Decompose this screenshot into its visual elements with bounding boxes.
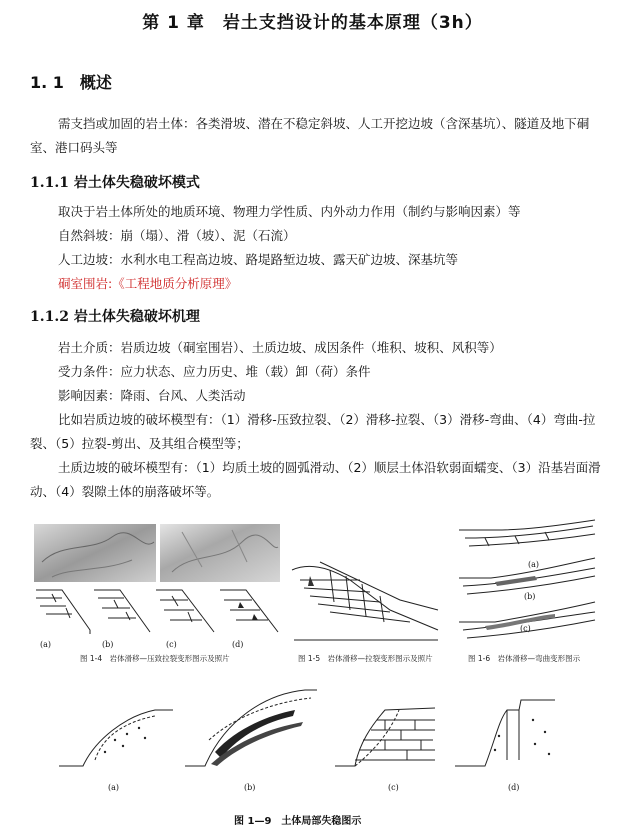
fig-1-4-label-b: (b) bbox=[102, 640, 114, 649]
diagram-1-6-a bbox=[459, 520, 595, 546]
fig-1-4-label-a: (a) bbox=[40, 640, 52, 649]
diagram-c bbox=[156, 590, 214, 632]
fig-1-4-label-c: (c) bbox=[166, 640, 177, 649]
failure-mode-line-1: 取决于岩土体所处的地质环境、物理力学性质、内外动力作用（制约与影响因素）等 bbox=[58, 204, 521, 219]
diagram-1-9-a bbox=[59, 710, 173, 766]
failure-mode-line-2: 自然斜坡：崩（塌）、滑（坡）、泥（石流） bbox=[58, 228, 296, 243]
figure-1-9 bbox=[55, 680, 565, 772]
figure-1-4-drawing bbox=[32, 522, 282, 657]
chapter-title: 第 1 章 岩土支挡设计的基本原理（3h） bbox=[142, 13, 483, 33]
caption-fig-1-6: 图 1-6 岩体滑移—弯曲变形图示 bbox=[468, 654, 581, 663]
fig-1-9-label-c: (c) bbox=[388, 783, 399, 792]
diagram-1-9-d bbox=[455, 700, 555, 766]
soil-slope-paragraph: 土质边坡的破坏模型有：（1）均质土坡的圆弧滑动、（2）顺层土体沿软弱面蠕变、（3）沿基岩面滑动、（4）裂隙土体的崩落破坏等。 bbox=[30, 460, 601, 499]
fig-1-4-label-d: (d) bbox=[232, 640, 244, 649]
section-heading-1-1-2: 1.1.2 岩土体失稳破坏机理 bbox=[30, 309, 200, 325]
diagram-b bbox=[94, 590, 150, 632]
overview-paragraph: 需支挡或加固的岩土体：各类滑坡、潜在不稳定斜坡、人工开挖边坡（含深基坑）、隧道及地下硐室、港口码头等 bbox=[30, 116, 590, 155]
failure-mode-line-4: 硐室围岩:《工程地质分析原理》 bbox=[58, 276, 238, 291]
fig-1-9-label-a: (a) bbox=[108, 783, 120, 792]
photo-right bbox=[160, 524, 280, 582]
photo-left bbox=[34, 524, 156, 582]
mechanism-line-2: 受力条件：应力状态、应力历史、堆（载）卸（荷）条件 bbox=[58, 364, 371, 379]
fig-1-9-label-d: (d) bbox=[508, 783, 520, 792]
fig-1-9-label-b: (b) bbox=[244, 783, 256, 792]
mechanism-line-3: 影响因素：降雨、台风、人类活动 bbox=[58, 388, 246, 403]
failure-mode-line-3: 人工边坡：水利水电工程高边坡、路堤路堑边坡、露天矿边坡、深基坑等 bbox=[58, 252, 459, 267]
fig-1-6-label-c: (c) bbox=[520, 624, 531, 633]
figure-1-5-drawing bbox=[290, 540, 440, 650]
diagram-d bbox=[220, 590, 278, 632]
caption-fig-1-5: 图 1-5 岩体滑移—拉裂变形图示及照片 bbox=[298, 654, 433, 663]
diagram-1-9-c bbox=[335, 708, 435, 766]
section-heading-1-1-1: 1.1.1 岩土体失稳破坏模式 bbox=[30, 175, 200, 191]
caption-fig-1-9: 图 1—9 土体局部失稳图示 bbox=[234, 816, 362, 827]
rock-slope-paragraph: 比如岩质边坡的破坏模型有：（1）滑移-压致拉裂、（2）滑移-拉裂、（3）滑移-弯曲、（4）弯曲-拉裂、（5）拉裂-剪出、及其组合模型等； bbox=[30, 412, 596, 451]
diagram-a bbox=[36, 590, 90, 634]
fig-1-6-label-a: (a) bbox=[528, 560, 540, 569]
caption-fig-1-4: 图 1-4 岩体滑移—压致拉裂变形图示及照片 bbox=[80, 654, 230, 663]
figure-1-5 bbox=[290, 540, 440, 650]
figure-1-9-drawing bbox=[55, 680, 565, 772]
fig-1-6-label-b: (b) bbox=[524, 592, 536, 601]
mechanism-line-1: 岩土介质：岩质边坡（硐室围岩）、土质边坡、成因条件（堆积、坡积、风积等） bbox=[58, 340, 502, 355]
section-heading-1-1: 1. 1 概述 bbox=[30, 73, 112, 92]
diagram-1-6-b bbox=[459, 558, 595, 594]
diagram-1-9-b bbox=[185, 690, 317, 766]
figure-1-4 bbox=[32, 522, 282, 657]
